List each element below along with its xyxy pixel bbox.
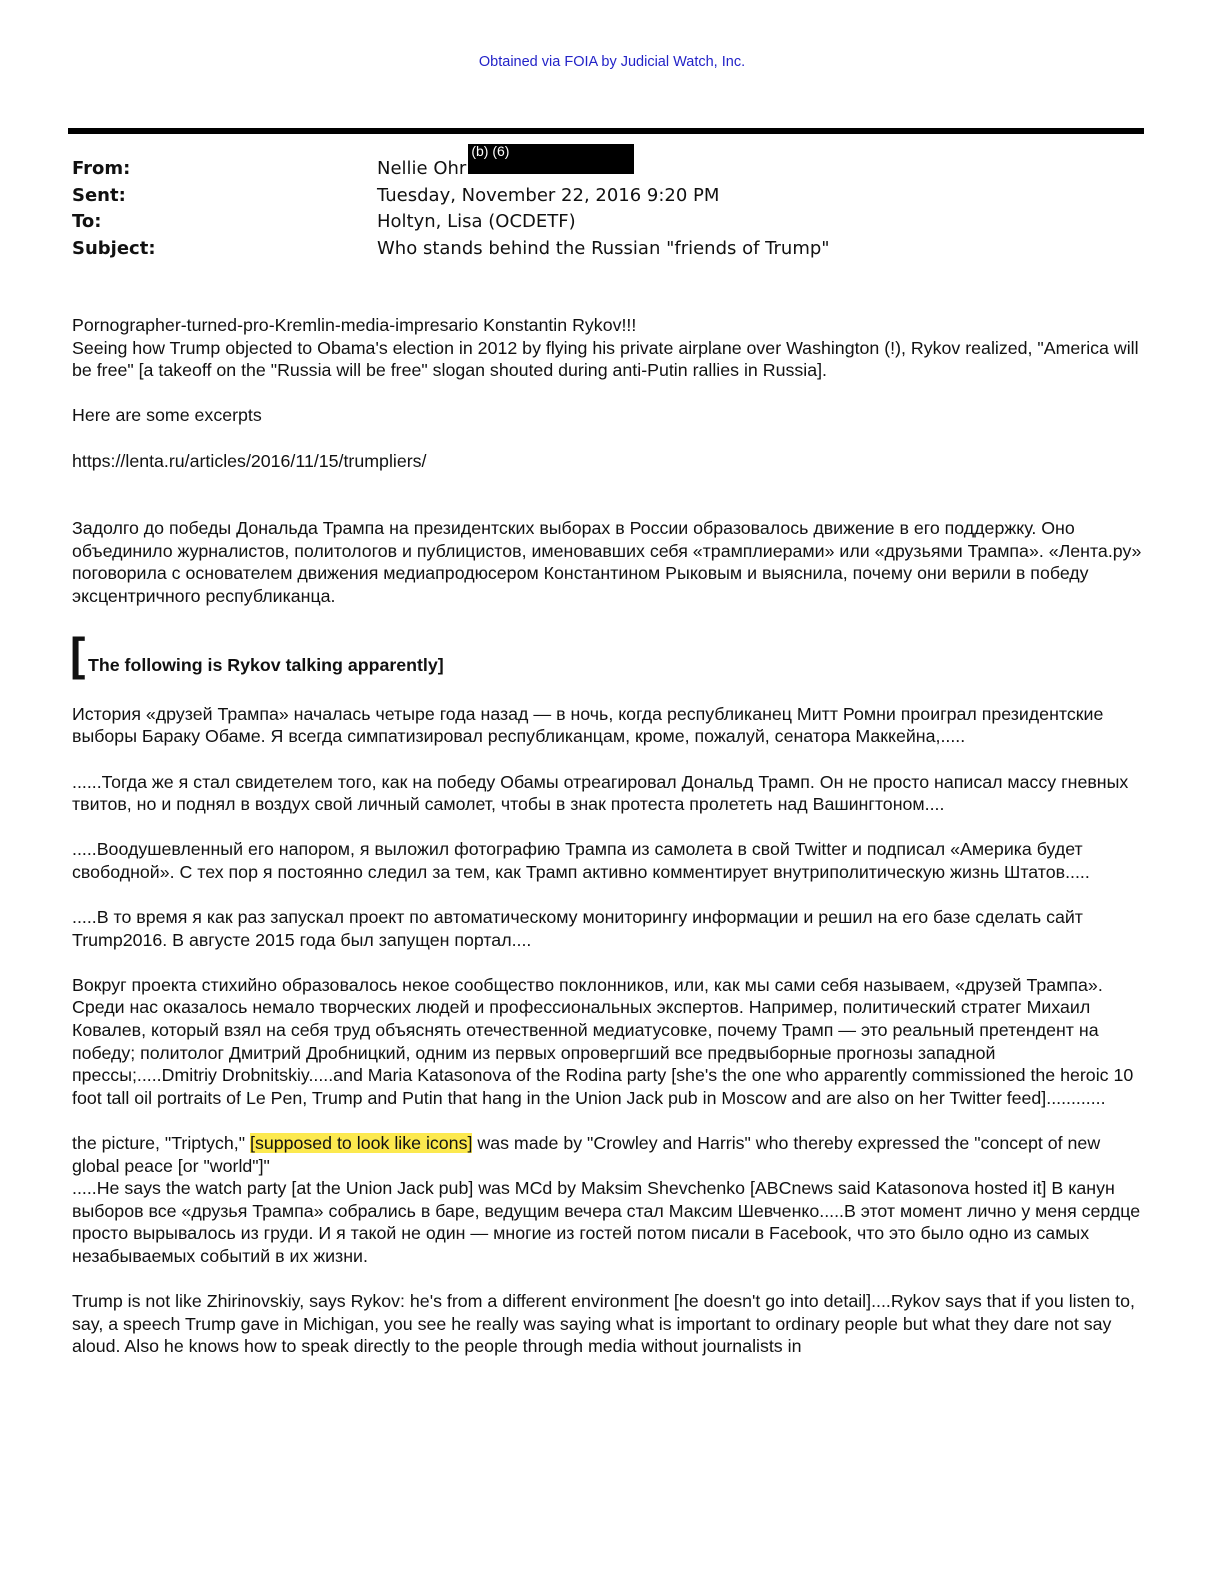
body-paragraph: Trump is not like Zhirinovskiy, says Rykov: he's from a different environment [he doesn't go into detail]....Rykov says that if you listen to, say, a speech Trump gave in Michigan, you see he really was saying what is important to ordinary people but what they dare not say aloud. Also he knows how to speak directly to the people through media without journalists in xyxy=(72,1291,1135,1357)
body-paragraph-triptych xyxy=(72,1132,1144,1177)
body-intro-line: Pornographer-turned-pro-Kremlin-media-impresario Konstantin Rykov!!! xyxy=(72,315,637,335)
header-rule xyxy=(68,128,1144,134)
body-paragraph: ......Тогда же я стал свидетелем того, как на победу Обамы отреагировал Дональд Трамп. Он не просто написал массу гневных твитов, но и поднял в воздух свой личный самолет, чтобы в знак протеста пролететь над Вашингтоном.... xyxy=(72,771,1129,815)
body-article-url: https://lenta.ru/articles/2016/11/15/trumpliers/ xyxy=(72,450,427,471)
note-bracket: [ xyxy=(70,628,86,681)
body-paragraph: .....He says the watch party [at the Union Jack pub] was MCd by Maksim Shevchenko [ABCnews said Katasonova hosted it] В канун выборов все «друзья Трампа» собрались в баре, ведущим вечера стал Максим Шевченко.....В этот момент лично у меня сердце просто вырывалось из груди. И я такой не один — многие из гостей потом писали в Facebook, что это было одно из самых незабываемых событий в их жизни. xyxy=(72,1178,1141,1266)
body-russian-lead: Задолго до победы Дональда Трампа на президентских выборах в России образовалось движение в его поддержку. Оно объединило журналистов, политологов и публицистов, именовавших себя «трамплиерами» или «друзьями Трампа». «Лента.ру» поговорила с основателем движения медиапродюсером Константином Рыковым и выяснила, почему они верили в победу эксцентричного республиканца. xyxy=(72,518,1142,606)
triptych-text-a: the picture, "Triptych," xyxy=(72,1133,250,1153)
sent-label: Sent: xyxy=(72,185,126,206)
triptych-text-b: was made by "Crowley and Harris" who thereby expressed the "concept of new global peace [or "world"]" xyxy=(72,1133,1101,1176)
redaction-box xyxy=(468,144,634,174)
header-from-row xyxy=(72,143,1142,184)
body-paragraph: .....В то время я как раз запускал проект по автоматическому мониторингу информации и решил на его базе сделать сайт Trump2016. В августе 2015 года был запущен портал.... xyxy=(72,907,1083,950)
body-paragraph: .....Воодушевленный его напором, я выложил фотографию Трампа из самолета в свой Twitter и подписал «Америка будет свободной». С тех пор я постоянно следил за тем, как Трамп активно комментирует внутриполитическую жизнь Штатов..... xyxy=(72,839,1090,882)
body-intro-paragraph: Seeing how Trump objected to Obama's election in 2012 by flying his private airplane over Washington (!), Rykov realized, "America will be free" [a takeoff on the "Russia will be free" slogan shouted during anti-Putin rallies in Russia]. xyxy=(72,337,1139,381)
header-to-row xyxy=(72,211,1142,237)
body-paragraph: Вокруг проекта стихийно образовалось некое сообщество поклонников, или, как мы сами себя называем, «друзей Трампа». Среди нас оказалось немало творческих людей и профессиональных экспертов. Например, политический стратег Михаил Ковалев, который взял на себя труд объяснять отечественной медиатусовке, почему Трамп — это реальный претендент на победу; политолог Дмитрий Дробницкий, одним из первых опровергший все предвыборные прогнозы западной прессы;.....Dmitriy Drobnitskiy.....and Maria Katasonova of the Rodina party [she's the one who apparently commissioned the heroic 10 foot tall oil portraits of Le Pen, Trump and Putin that hang in the Union Jack pub in Moscow and are also on her Twitter feed]............ xyxy=(72,974,1134,1108)
body-excerpts-line: Here are some excerpts xyxy=(72,405,262,426)
to-label: To: xyxy=(72,211,102,232)
foia-banner: Obtained via FOIA by Judicial Watch, Inc. xyxy=(478,54,746,70)
from-label: From: xyxy=(72,158,131,179)
note-text: The following is Rykov talking apparently] xyxy=(88,655,444,676)
sent-value: Tuesday, November 22, 2016 9:20 PM xyxy=(377,185,720,206)
from-name: Nellie Ohr xyxy=(377,158,467,179)
subject-value: Who stands behind the Russian "friends of Trump" xyxy=(377,238,830,259)
highlighted-text: [supposed to look like icons] xyxy=(250,1133,473,1153)
header-sent-row xyxy=(72,185,1142,211)
from-value xyxy=(377,143,634,188)
header-subject-row xyxy=(72,238,1142,264)
body-paragraph: История «друзей Трампа» началась четыре года назад — в ночь, когда республиканец Митт Ромни проиграл президентские выборы Бараку Обаме. Я всегда симпатизировал республиканцам, кроме, пожалуй, сенатора Маккейна,..... xyxy=(72,703,1104,747)
email-body xyxy=(72,314,1144,1358)
editor-note xyxy=(70,628,1144,681)
subject-label: Subject: xyxy=(72,238,156,259)
to-value: Holtyn, Lisa (OCDETF) xyxy=(377,211,576,232)
redaction-code: (b) (6) xyxy=(471,143,510,159)
